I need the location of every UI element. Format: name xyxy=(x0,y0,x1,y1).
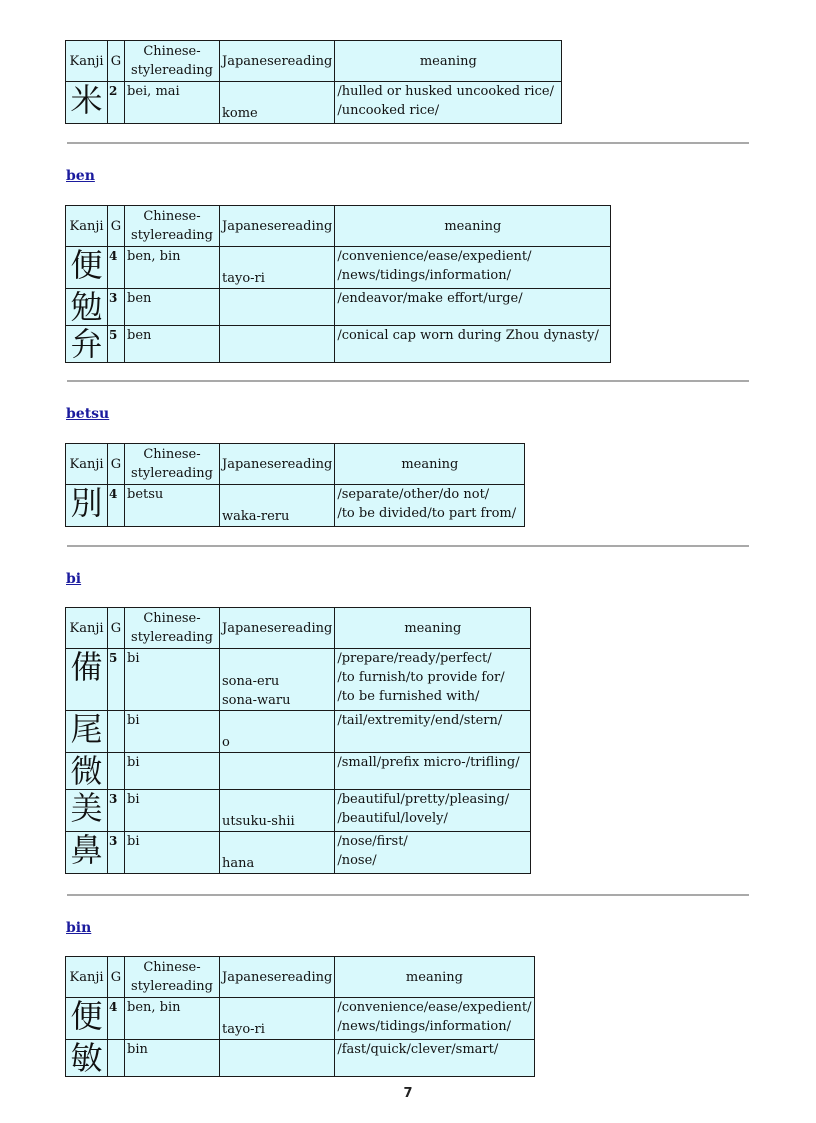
kanji-character: 微 xyxy=(66,753,108,790)
table-row xyxy=(66,247,611,289)
japanese-reading xyxy=(220,711,335,753)
section-link-betsu[interactable]: betsu xyxy=(66,406,110,422)
table-header-row xyxy=(66,41,562,82)
meaning-line: /news/tidings/information/ xyxy=(337,268,511,283)
table-header-row xyxy=(66,206,611,247)
meaning-line: /fast/quick/clever/smart/ xyxy=(337,1042,499,1057)
header-meaning xyxy=(335,957,534,998)
chinese-reading: bin xyxy=(125,1040,220,1077)
header-japanese-reading xyxy=(220,206,335,247)
meaning xyxy=(335,247,611,289)
kanji-character: 弁 xyxy=(66,326,108,363)
header-kanji-text: Kanji xyxy=(69,620,104,636)
japanese-reading-line: waka-reru xyxy=(222,509,290,524)
chinese-reading: ben, bin xyxy=(125,998,220,1040)
header-japanese-reading-text: Japanese xyxy=(222,969,282,985)
meaning xyxy=(335,289,611,326)
header-chinese-reading xyxy=(125,41,220,82)
chinese-reading: ben xyxy=(125,289,220,326)
header-kanji xyxy=(66,957,108,998)
header-grade xyxy=(108,444,125,485)
table-row xyxy=(66,289,611,326)
meaning xyxy=(335,82,562,124)
header-meaning-text: meaning xyxy=(405,969,463,985)
header-meaning xyxy=(335,206,611,247)
meaning-line: /beautiful/pretty/pleasing/ xyxy=(337,792,510,807)
meaning-line: /conical cap worn during Zhou dynasty/ xyxy=(337,328,599,343)
table-row xyxy=(66,326,611,363)
header-japanese-reading xyxy=(220,444,335,485)
kanji-character: 備 xyxy=(66,649,108,711)
grade-level: 4 xyxy=(108,485,125,527)
japanese-reading-line: o xyxy=(222,735,230,750)
header-chinese-reading-text: Chinese-style xyxy=(131,611,201,645)
grade-level xyxy=(108,753,125,790)
kanji-character: 敏 xyxy=(66,1040,108,1077)
section-link-ben[interactable]: ben xyxy=(66,168,95,184)
meaning-line: /separate/other/do not/ xyxy=(337,487,490,502)
kanji-character: 美 xyxy=(66,790,108,832)
header-grade xyxy=(108,206,125,247)
header-japanese-reading-text: Japanese xyxy=(222,620,282,636)
meaning-line: /uncooked rice/ xyxy=(337,103,440,118)
divider xyxy=(67,894,749,896)
meaning-line: /beautiful/lovely/ xyxy=(337,811,448,826)
header-grade-text: G xyxy=(110,620,122,636)
japanese-reading-line: tayo-ri xyxy=(222,1022,265,1037)
meaning-line: /convenience/ease/expedient/ xyxy=(337,249,532,264)
header-chinese-reading-text: Chinese-style xyxy=(131,447,201,481)
header-japanese-reading-text: reading xyxy=(281,620,333,636)
meaning-line: /small/prefix micro-/trifling/ xyxy=(337,755,520,770)
japanese-reading xyxy=(220,247,335,289)
japanese-reading-line: hana xyxy=(222,856,255,871)
japanese-reading xyxy=(220,289,335,326)
header-kanji-text: Kanji xyxy=(69,218,104,234)
header-meaning xyxy=(335,608,531,649)
meaning-line: /hulled or husked uncooked rice/ xyxy=(337,84,554,99)
header-japanese-reading-text: reading xyxy=(281,456,333,472)
header-chinese-reading xyxy=(125,206,220,247)
chinese-reading: bi xyxy=(125,790,220,832)
japanese-reading xyxy=(220,485,335,527)
table-header-row xyxy=(66,608,531,649)
header-kanji xyxy=(66,41,108,82)
header-meaning xyxy=(335,444,525,485)
japanese-reading-line: tayo-ri xyxy=(222,271,265,286)
table-row xyxy=(66,998,535,1040)
meaning-line: /to be furnished with/ xyxy=(337,689,480,704)
chinese-reading: bi xyxy=(125,832,220,874)
kanji-table-bin xyxy=(65,956,535,1077)
meaning xyxy=(335,1040,534,1077)
chinese-reading: betsu xyxy=(125,485,220,527)
header-meaning-text: meaning xyxy=(419,53,477,69)
table-row xyxy=(66,485,525,527)
header-japanese-reading xyxy=(220,608,335,649)
header-japanese-reading xyxy=(220,957,335,998)
grade-level xyxy=(108,1040,125,1077)
divider xyxy=(67,142,749,144)
header-grade xyxy=(108,957,125,998)
grade-level: 4 xyxy=(108,998,125,1040)
japanese-reading-line xyxy=(222,343,332,362)
japanese-reading-line: kome xyxy=(222,106,258,121)
grade-level: 3 xyxy=(108,832,125,874)
table-row xyxy=(66,753,531,790)
header-japanese-reading-text: Japanese xyxy=(222,456,282,472)
chinese-reading: ben, bin xyxy=(125,247,220,289)
header-chinese-reading-text: reading xyxy=(162,466,213,481)
header-grade-text: G xyxy=(110,53,122,69)
meaning-line: /prepare/ready/perfect/ xyxy=(337,651,492,666)
header-japanese-reading-text: Japanese xyxy=(222,53,282,69)
japanese-reading xyxy=(220,326,335,363)
table-row xyxy=(66,1040,535,1077)
header-chinese-reading-text: reading xyxy=(162,63,213,78)
kanji-table-bei xyxy=(65,40,562,124)
header-chinese-reading-text: reading xyxy=(162,979,213,994)
grade-level: 5 xyxy=(108,326,125,363)
page-number: 7 xyxy=(403,1086,413,1101)
japanese-reading xyxy=(220,790,335,832)
japanese-reading-line xyxy=(222,1057,332,1076)
header-meaning xyxy=(335,41,562,82)
japanese-reading xyxy=(220,753,335,790)
header-chinese-reading-text: Chinese-style xyxy=(131,960,201,994)
meaning-line: /to furnish/to provide for/ xyxy=(337,670,505,685)
header-japanese-reading-text: reading xyxy=(281,53,333,69)
meaning xyxy=(335,832,531,874)
header-chinese-reading xyxy=(125,444,220,485)
meaning xyxy=(335,753,531,790)
header-kanji xyxy=(66,608,108,649)
table-row xyxy=(66,711,531,753)
meaning-line: /tail/extremity/end/stern/ xyxy=(337,713,503,728)
table-header-row xyxy=(66,957,535,998)
grade-level: 3 xyxy=(108,790,125,832)
header-meaning-text: meaning xyxy=(444,218,502,234)
header-japanese-reading-text: reading xyxy=(281,969,333,985)
grade-level: 3 xyxy=(108,289,125,326)
header-kanji-text: Kanji xyxy=(69,456,104,472)
meaning-line: /nose/ xyxy=(337,853,377,868)
kanji-table-ben xyxy=(65,205,611,363)
table-row xyxy=(66,832,531,874)
divider xyxy=(67,380,749,382)
kanji-table-bi xyxy=(65,607,531,874)
meaning-line: /nose/first/ xyxy=(337,834,408,849)
section-link-bi[interactable]: bi xyxy=(66,571,82,587)
header-meaning-text: meaning xyxy=(404,620,462,636)
table-row xyxy=(66,790,531,832)
meaning xyxy=(335,998,534,1040)
japanese-reading-line: utsuku-shii xyxy=(222,814,295,829)
japanese-reading xyxy=(220,998,335,1040)
grade-level: 2 xyxy=(108,82,125,124)
kanji-character: 勉 xyxy=(66,289,108,326)
japanese-reading-line: sona-waru xyxy=(222,693,291,708)
kanji-character: 便 xyxy=(66,998,108,1040)
japanese-reading-line xyxy=(222,306,332,325)
chinese-reading: bi xyxy=(125,711,220,753)
meaning xyxy=(335,790,531,832)
japanese-reading xyxy=(220,1040,335,1077)
chinese-reading: ben xyxy=(125,326,220,363)
header-grade xyxy=(108,608,125,649)
header-kanji-text: Kanji xyxy=(69,969,104,985)
header-japanese-reading-text: reading xyxy=(281,218,333,234)
header-grade-text: G xyxy=(110,969,122,985)
chinese-reading: bi xyxy=(125,649,220,711)
header-chinese-reading xyxy=(125,608,220,649)
header-grade-text: G xyxy=(110,456,122,472)
meaning xyxy=(335,649,531,711)
japanese-reading xyxy=(220,82,335,124)
meaning-line: /endeavor/make effort/urge/ xyxy=(337,291,523,306)
japanese-reading xyxy=(220,649,335,711)
kanji-character: 尾 xyxy=(66,711,108,753)
kanji-character: 便 xyxy=(66,247,108,289)
table-header-row xyxy=(66,444,525,485)
header-chinese-reading-text: reading xyxy=(162,228,213,243)
grade-level: 4 xyxy=(108,247,125,289)
japanese-reading-line xyxy=(222,770,332,789)
header-meaning-text: meaning xyxy=(401,456,459,472)
header-chinese-reading xyxy=(125,957,220,998)
japanese-reading-line: sona-eru xyxy=(222,674,280,689)
header-grade-text: G xyxy=(110,218,122,234)
japanese-reading xyxy=(220,832,335,874)
meaning xyxy=(335,326,611,363)
chinese-reading: bei, mai xyxy=(125,82,220,124)
kanji-character: 米 xyxy=(66,82,108,124)
kanji-character: 鼻 xyxy=(66,832,108,874)
header-grade xyxy=(108,41,125,82)
header-japanese-reading-text: Japanese xyxy=(222,218,282,234)
meaning-line: /convenience/ease/expedient/ xyxy=(337,1000,532,1015)
header-chinese-reading-text: Chinese-style xyxy=(131,209,201,243)
meaning-line: /news/tidings/information/ xyxy=(337,1019,511,1034)
header-chinese-reading-text: reading xyxy=(162,630,213,645)
header-kanji xyxy=(66,444,108,485)
header-chinese-reading-text: Chinese-style xyxy=(131,44,201,78)
section-link-bin[interactable]: bin xyxy=(66,920,92,936)
meaning-line: /to be divided/to part from/ xyxy=(337,506,517,521)
grade-level xyxy=(108,711,125,753)
kanji-character: 別 xyxy=(66,485,108,527)
chinese-reading: bi xyxy=(125,753,220,790)
table-row xyxy=(66,649,531,711)
header-japanese-reading xyxy=(220,41,335,82)
meaning xyxy=(335,485,525,527)
kanji-table-betsu xyxy=(65,443,525,527)
meaning xyxy=(335,711,531,753)
table-row xyxy=(66,82,562,124)
header-kanji xyxy=(66,206,108,247)
divider xyxy=(67,545,749,547)
header-kanji-text: Kanji xyxy=(69,53,104,69)
grade-level: 5 xyxy=(108,649,125,711)
